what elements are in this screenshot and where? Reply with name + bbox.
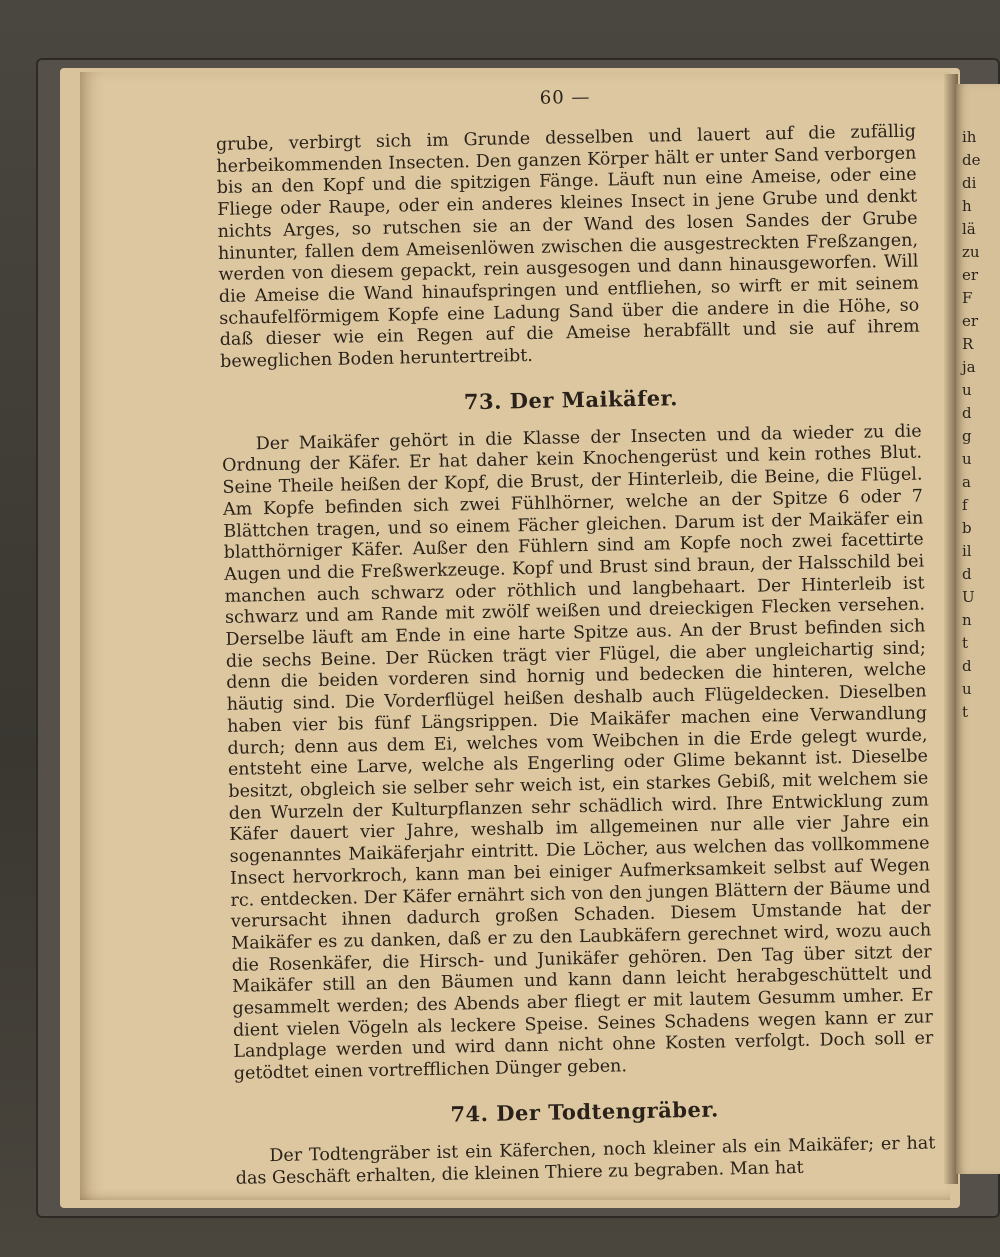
next-page-text-fragment: F	[962, 289, 973, 307]
next-page-text-fragment: f	[962, 496, 968, 514]
next-page-text-fragment: n	[962, 611, 972, 629]
next-page-text-fragment: d	[962, 657, 972, 675]
next-page-text-fragment: t	[962, 703, 969, 721]
next-page-text-fragment: de	[962, 151, 981, 169]
next-page-text-fragment: a	[962, 473, 971, 491]
next-page-text-fragment: zu	[962, 243, 980, 261]
next-page-text-fragment: R	[962, 335, 974, 353]
next-page-text-fragment: u	[962, 450, 972, 468]
page-content	[215, 81, 936, 1190]
next-page-text-fragment: ih	[962, 128, 977, 146]
section-heading-maikaefer: 73. Der Maikäfer.	[463, 384, 679, 415]
next-page-text-fragment: ja	[962, 358, 976, 376]
next-page-text-fragment: lä	[962, 220, 976, 238]
next-page-text-fragment: b	[962, 519, 972, 537]
next-page-text-fragment: g	[962, 427, 972, 445]
next-page-text-fragment: er	[962, 312, 979, 330]
paragraph-ameisenloewe: grube, verbirgt sich im Grunde desselben und lauert auf die zufällig herbeikommenden Insecten. Den ganzen Körper hält er unter Sand verborgen bis an den Kopf und die spitzigen Fänge. Läuft nun eine Ameise, oder eine Fliege oder Raupe, oder ein anderes kleines Insect in jene Grube und denkt nichts Arges, so rutschen sie an der Wand des losen Sandes der Grube hinunter, fallen dem Ameisenlöwen zwischen die ausgestreckten Freßzangen, werden von diesem gepackt, rein ausgesogen und dann hinausgeworfen. Will die Ameise die Wand hinaufspringen und entfliehen, so wirft er mit seinem schaufelförmigem Kopfe eine Ladung Sand über die andere in die Höhe, so daß dieser wie ein Regen auf die Ameise herabfällt und sie auf ihrem beweglichen Boden heruntertreibt.	[215, 121, 920, 372]
next-page-text-fragment: t	[962, 634, 969, 652]
next-page-text-fragment: er	[962, 266, 979, 284]
next-page-text-fragment: d	[962, 565, 972, 583]
section-heading-todtengraeber: 74. Der Todtengräber.	[450, 1096, 720, 1127]
next-page-text-fragment: d	[962, 404, 972, 422]
page-number: 60 —	[539, 86, 591, 109]
next-page-text-fragment: u	[962, 381, 972, 399]
next-page-text-fragment: il	[962, 542, 972, 560]
next-page-edge	[956, 84, 1000, 1174]
next-page-text-fragment: u	[962, 680, 972, 698]
paragraph-maikaefer: Der Maikäfer gehört in die Klasse der Insecten und da wieder zu die Ordnung der Käfer. Er hat daher kein Knochengerüst und kein rothes Blut. Seine Theile heißen der Kopf, die Brust, der Hinterleib, die Beine, die Flügel. Am Kopfe befinden sich zwei Fühlhörner, welche an der Spitze 6 oder 7 Blättchen tragen, und so einem Fächer gleichen. Darum ist der Maikäfer ein blatthörniger Käfer. Außer den Fühlern sind am Kopfe noch zwei facettirte Augen und die Freßwerkzeuge. Kopf und Brust sind braun, der Halsschild bei manchen auch schwarz oder röthlich und langbehaart. Der Hinterleib ist schwarz und am Rande mit zwölf weißen und dreieckigen Flecken versehen. Derselbe läuft am Ende in eine harte Spitze aus. An der Brust befinden sich die sechs Beine. Der Rücken trägt vier Flügel, die aber ungleichartig sind; denn die beiden vorderen sind hornig und bedecken die hinteren, welche häutig sind. Die Vorderflügel heißen deshalb auch Flügeldecken. Dieselben haben vier bis fünf Längsrippen. Die Maikäfer machen eine Verwandlung durch; denn aus dem Ei, welches vom Weibchen in die Erde gelegt wurde, entsteht eine Larve, welche als Engerling oder Glime bekannt ist. Dieselbe besitzt, obgleich sie selber sehr weich ist, ein starkes Gebiß, mit welchem sie den Wurzeln der Kulturpflanzen sehr schädlich wird. Ihre Entwicklung zum Käfer dauert vier Jahre, weshalb im allgemeinen nur alle vier Jahre ein sogenanntes Maikäferjahr eintritt. Die Löcher, aus welchen das vollkommene Insect hervorkroch, kann man bei einiger Aufmerksamkeit selbst auf Wegen rc. entdecken. Der Käfer ernährt sich von den jungen Blättern der Bäume und verursacht ihnen dadurch großen Schaden. Diesem Umstande hat der Maikäfer es zu danken, daß er zu den Laubkäfern gerechnet wird, wozu auch die Rosenkäfer, die Hirsch- und Junikäfer gehören. Den Tag über sitzt der Maikäfer still an den Bäumen und kann dann leicht herabgeschüttelt und gesammelt werden; des Abends aber fliegt er mit lautem Gesumm umher. Er dient vielen Vögeln als leckere Speise. Seines Schadens wegen kann er zur Landplage werden und wird dann nicht ohne Kosten verfolgt. Doch soll er getödtet einen vortrefflichen Dünger geben.	[221, 421, 934, 1084]
next-page-text-fragment: U	[962, 588, 975, 606]
next-page-text-fragment: h	[962, 197, 972, 215]
next-page-text-fragment: di	[962, 174, 977, 192]
paragraph-todtengraeber: Der Todtengräber ist ein Käferchen, noch kleiner als ein Maikäfer; er hat das Geschäft erhalten, die kleinen Thiere zu begraben. Man hat	[235, 1133, 936, 1189]
